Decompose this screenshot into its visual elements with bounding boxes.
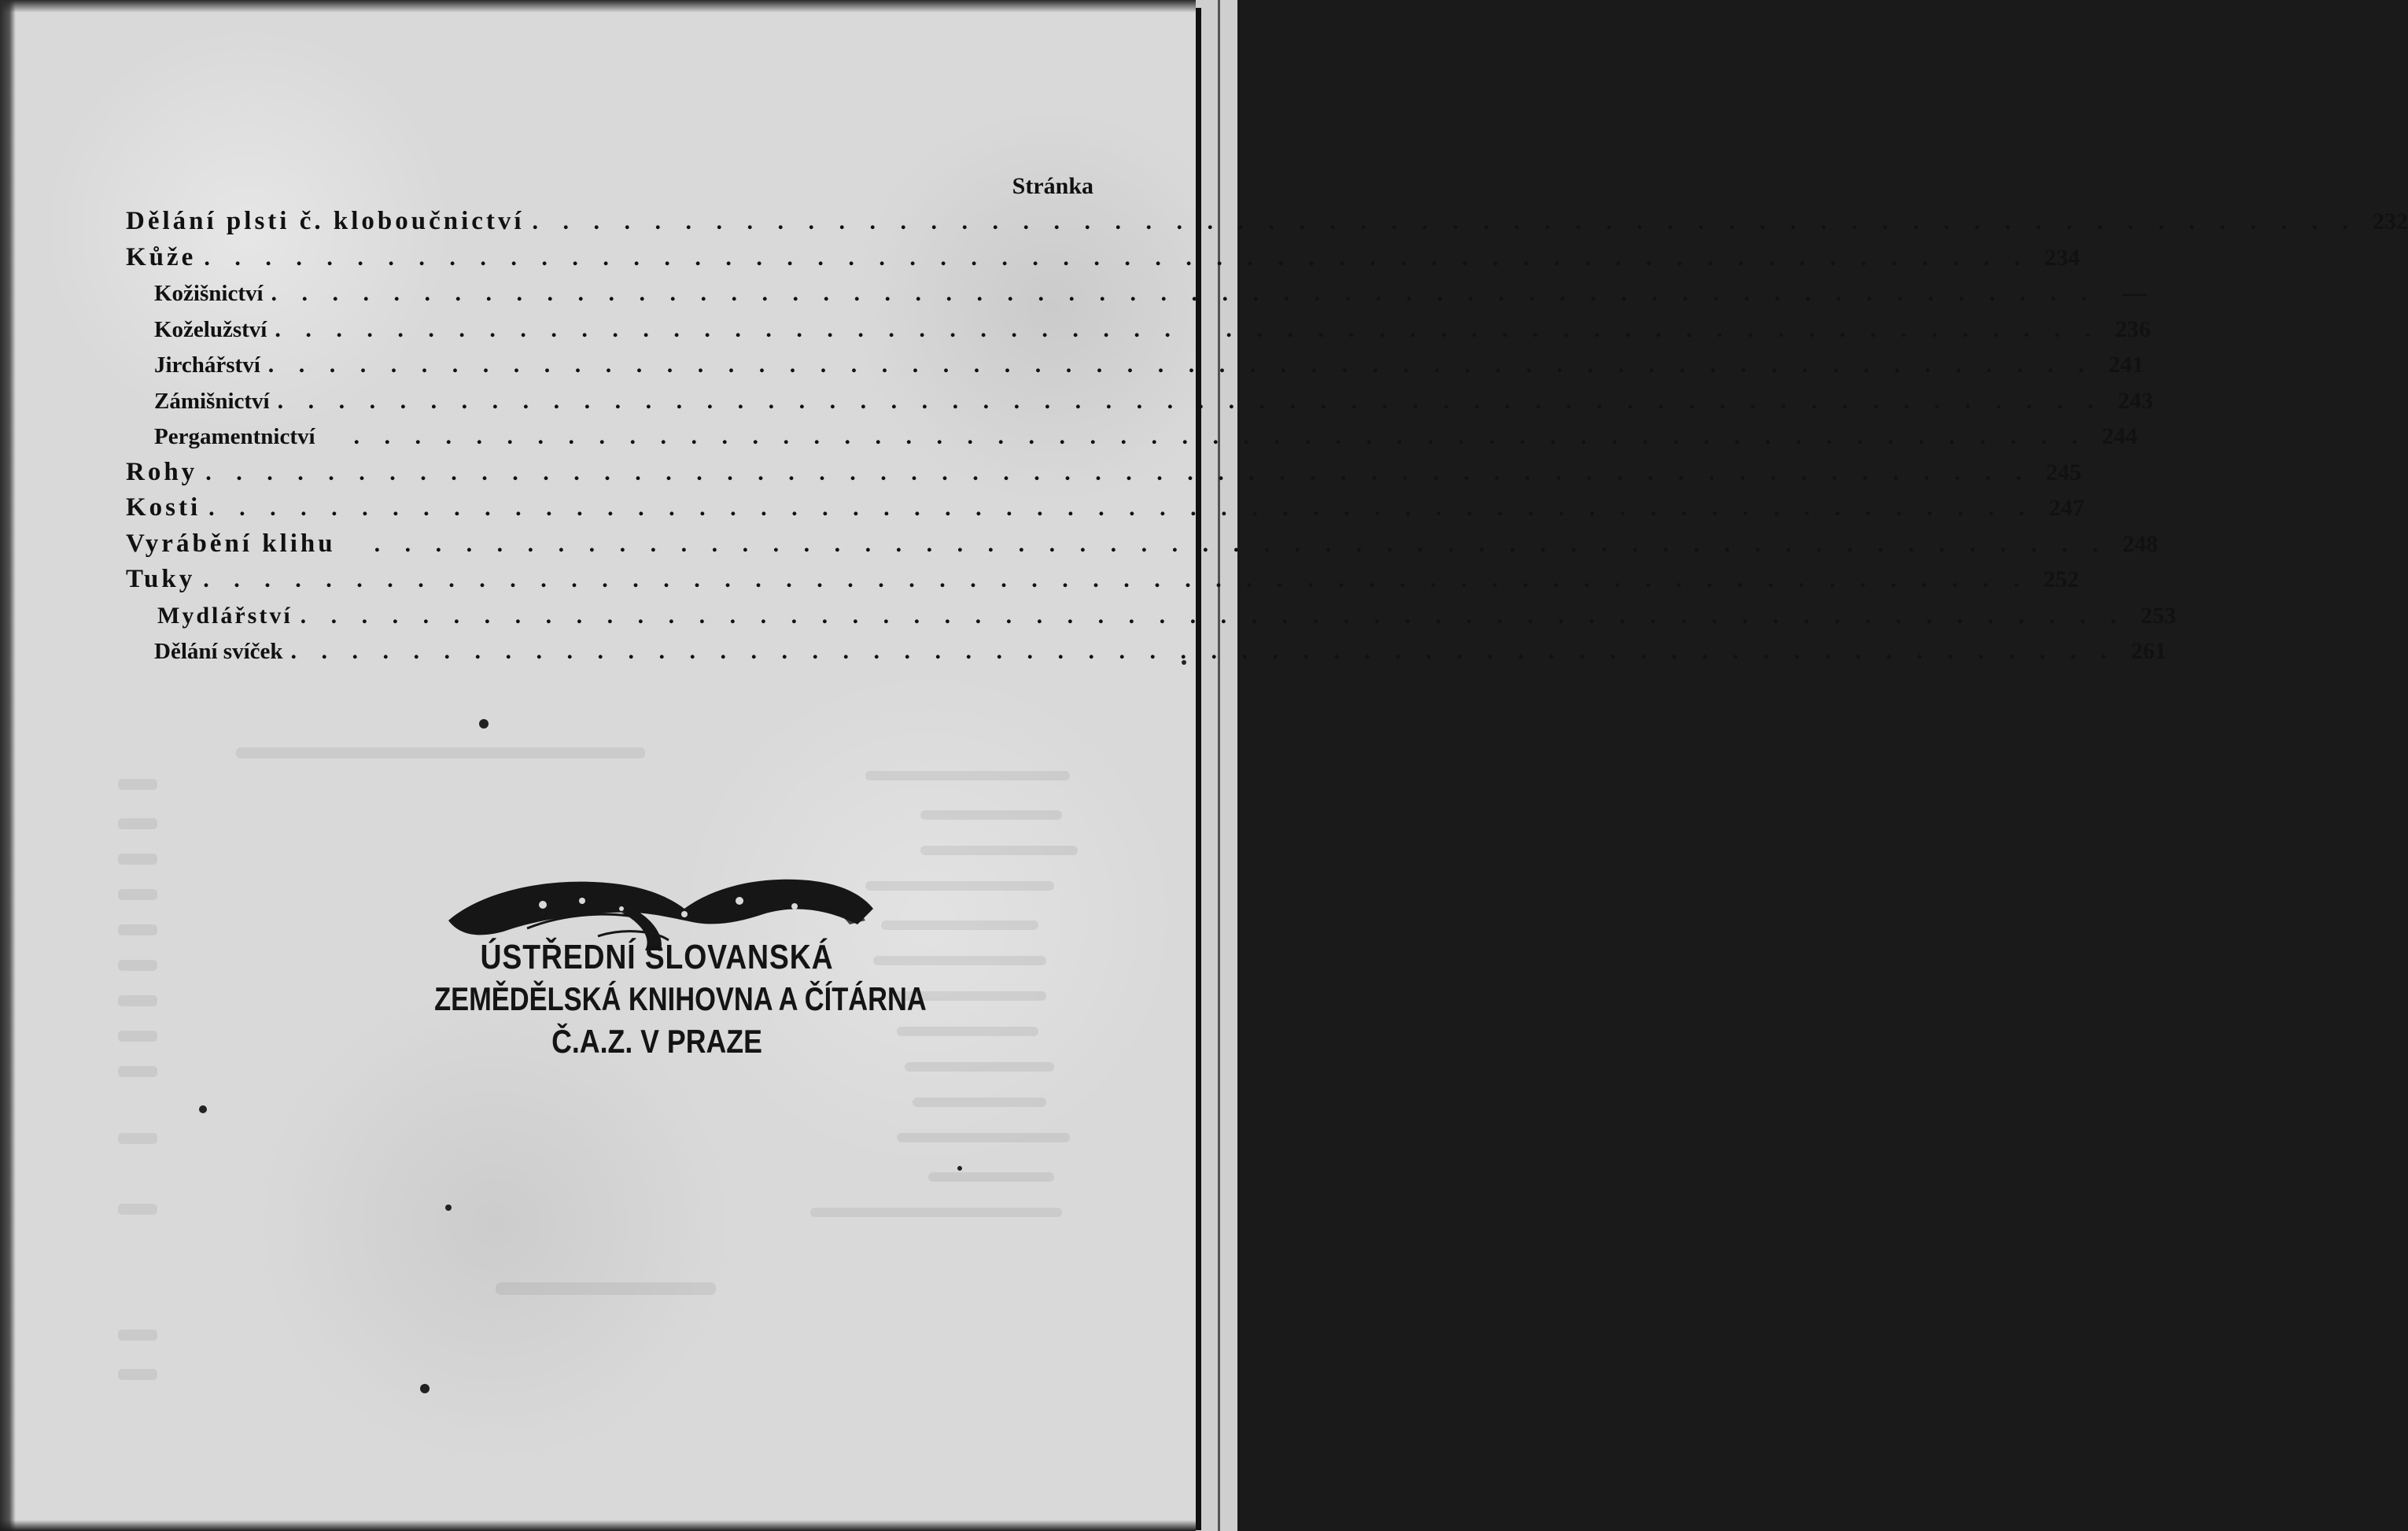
toc-entry-page: 234: [2044, 244, 2080, 271]
toc-entry-page: 247: [2048, 495, 2085, 521]
toc-entry-page: 245: [2045, 459, 2082, 485]
toc-entry: [126, 526, 2159, 563]
dot-leader: . . . . . . . . . . . . . . . . . . . . . . . . . . . . . . . . . . . . . . . . . . . . . . . . . . . . . . . . . . . .: [267, 352, 2094, 378]
toc-entry-page: 261: [2131, 638, 2167, 664]
page-column-header: Stránka: [1012, 173, 1093, 199]
toc-entry-title: Vyrábění klihu: [126, 529, 336, 558]
toc-entry: [126, 598, 2177, 634]
toc-entry: [126, 204, 2408, 240]
toc-entry: [126, 633, 2167, 670]
toc-entry-page: —: [2123, 280, 2148, 306]
toc-entry-title: Jirchářství: [154, 352, 260, 378]
toc-entry-page: 248: [2122, 530, 2159, 557]
toc-entry-title: Rohy: [126, 457, 198, 486]
dot-leader: . . . . . . . . . . . . . . . . . . . . . . . . . . . . . . . . . . . . . . . . . . . . . . . . . . . . . . . . . . . .: [532, 208, 2358, 234]
toc-entry-title: Kosti: [126, 493, 201, 522]
toc-entry: [126, 383, 2154, 419]
stamp-text-line-1: ÚSTŘEDNÍ SLOVANSKÁ: [480, 938, 834, 976]
toc-entry-page: 252: [2043, 566, 2079, 592]
toc-entry-title: Zámišnictví: [154, 388, 270, 414]
toc-entry: [126, 312, 2151, 348]
toc-entry-title: Pergamentnictví: [154, 424, 315, 449]
dot-leader: . . . . . . . . . . . . . . . . . . . . . . . . . . . . . . . . . . . . . . . . . . . . . . . . . . . . . . . . .: [343, 530, 2108, 557]
toc-entry: [126, 490, 2085, 526]
dot-leader: . . . . . . . . . . . . . . . . . . . . . . . . . . . . . . . . . . . . . . . . . . . . . . . . . . . . . . . . . . . .: [203, 566, 2029, 592]
table-of-contents: [126, 169, 2408, 670]
stamp-text-line-2: ZEMĚDĚLSKÁ KNIHOVNA A ČÍTÁRNA: [434, 980, 927, 1017]
toc-entry: [126, 347, 2144, 383]
dot-leader: . . . . . . . . . . . . . . . . . . . . . . . . . . . . . . . . . . . . . . . . . . . . . . . . . . . . . . . . .: [323, 423, 2088, 449]
dot-leader: . . . . . . . . . . . . . . . . . . . . . . . . . . . . . . . . . . . . . . . . . . . . . . . . . . . . . . . . . . . .: [300, 602, 2126, 629]
dot-leader: . . . . . . . . . . . . . . . . . . . . . . . . . . . . . . . . . . . . . . . . . . . . . . . . . . . . . . . . . . . .: [271, 280, 2097, 306]
toc-entry-page: 241: [2108, 352, 2144, 378]
toc-entry: [126, 275, 2148, 312]
toc-entry-page: 236: [2115, 315, 2151, 342]
toc-entry: [126, 562, 2079, 598]
toc-entry-title: Koželužství: [154, 316, 267, 342]
toc-entry-title: Kožišnictví: [154, 281, 264, 306]
dot-leader: . . . . . . . . . . . . . . . . . . . . . . . . . . . . . . . . . . . . . . . . . . . . . . . . . . . . . . . . . . . .: [205, 459, 2031, 485]
toc-entry: [126, 455, 2082, 491]
toc-entry: [126, 240, 2080, 276]
library-stamp: [385, 865, 928, 1062]
toc-entry-page: 243: [2118, 387, 2154, 414]
toc-entry-title: Mydlářství: [157, 602, 293, 629]
toc-entry-page: 244: [2102, 423, 2138, 449]
toc-entry-title: Tuky: [126, 565, 196, 593]
dot-leader: . . . . . . . . . . . . . . . . . . . . . . . . . . . . . . . . . . . . . . . . . . . . . . . . . . . . . . . . . . . .: [208, 495, 2034, 521]
toc-entry: [126, 419, 2138, 455]
toc-entry-title: Dělání svíček: [154, 639, 283, 664]
toc-entry-title: Dělání plsti č. kloboučnictví: [126, 207, 525, 235]
toc-entry-page: 253: [2141, 602, 2177, 629]
toc-entry-page: 232: [2373, 208, 2408, 234]
dot-leader: . . . . . . . . . . . . . . . . . . . . . . . . . . . . . . . . . . . . . . . . . . . . . . . . . . . . . . . . . . . .: [290, 638, 2117, 664]
dot-leader: . . . . . . . . . . . . . . . . . . . . . . . . . . . . . . . . . . . . . . . . . . . . . . . . . . . . . . . . . . . .: [277, 387, 2104, 414]
stamp-text-line-3: Č.A.Z. V PRAZE: [551, 1023, 762, 1060]
dot-leader: . . . . . . . . . . . . . . . . . . . . . . . . . . . . . . . . . . . . . . . . . . . . . . . . . . . . . . . . . . . .: [275, 315, 2100, 342]
toc-entry-title: Kůže: [126, 242, 197, 271]
dot-leader: . . . . . . . . . . . . . . . . . . . . . . . . . . . . . . . . . . . . . . . . . . . . . . . . . . . . . . . . . . . .: [204, 244, 2030, 271]
